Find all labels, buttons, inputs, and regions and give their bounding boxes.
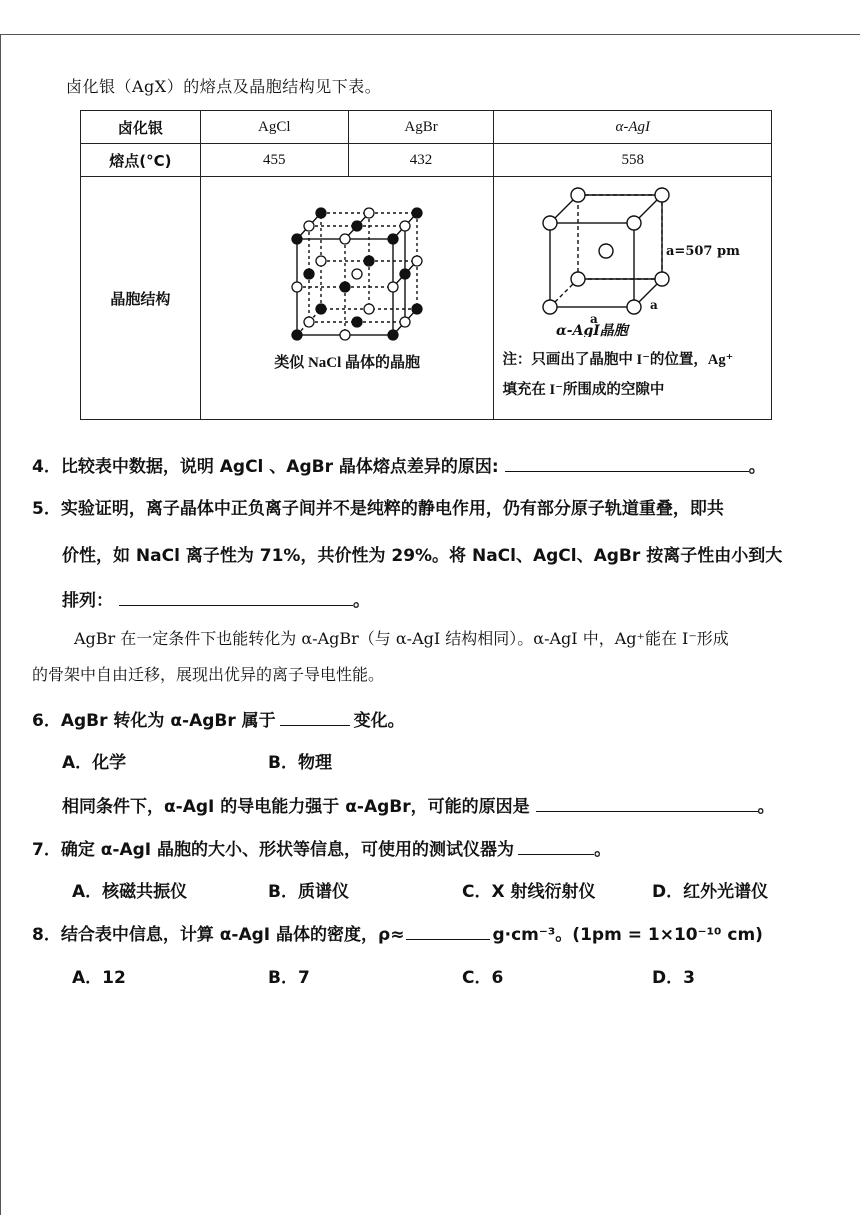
nacl-structure-cell — [200, 177, 494, 420]
row-label-melting-point: 熔点(°C) — [81, 144, 201, 177]
option-q8-d[interactable]: D．3 — [652, 968, 695, 988]
intro-text: 卤化银（AgX）的熔点及晶胞结构见下表。 — [66, 77, 382, 96]
table-row-melting-point — [81, 144, 772, 177]
question-7 — [32, 835, 611, 860]
question-5-line-2: 价性，如 NaCl 离子性为 71%，共价性为 29%。将 NaCl、AgCl、AgBr 按离子性由小到大 — [62, 546, 783, 566]
agi-cell-label: α-AgI晶胞 — [556, 323, 629, 337]
question-5-line-3 — [62, 586, 370, 611]
table-header-row — [81, 111, 772, 144]
answer-blank-q7[interactable] — [518, 836, 594, 855]
paragraph-line-2: 的骨架中自由迁移，展现出优异的离子导电性能。 — [32, 665, 385, 684]
question-5-line-1: 5．实验证明，离子晶体中正负离子间并不是纯粹的静电作用，仍有部分原子轨道重叠，即共 — [32, 499, 724, 519]
page-border-left — [0, 34, 1, 1215]
row-label-structure: 晶胞结构 — [81, 177, 201, 420]
question-6b-text: 相同条件下，α-AgI 的导电能力强于 α-AgBr，可能的原因是 — [62, 797, 530, 817]
silver-halide-table — [80, 110, 772, 420]
question-7-text: 7．确定 α-AgI 晶胞的大小、形状等信息，可使用的测试仪器为 — [32, 840, 515, 860]
question-6 — [32, 706, 405, 731]
agi-note-line-1: 注：只画出了晶胞中 I⁻的位置，Ag⁺ — [502, 352, 734, 368]
mp-agi: 558 — [494, 144, 772, 177]
answer-blank-q6[interactable] — [280, 707, 350, 726]
header-cell: AgCl — [200, 111, 348, 144]
answer-blank-q5[interactable] — [119, 587, 353, 606]
question-4 — [32, 452, 766, 477]
question-6b — [62, 792, 775, 817]
answer-blank-q4[interactable] — [505, 453, 749, 472]
nacl-cell-diagram — [201, 177, 495, 347]
mp-agcl: 455 — [200, 144, 348, 177]
agi-cell-diagram — [494, 177, 772, 337]
option-q6-a[interactable]: A．化学 — [62, 753, 127, 773]
header-cell: α-AgI — [494, 111, 772, 144]
page-border-top — [0, 34, 860, 35]
question-6-end: 变化。 — [353, 711, 405, 731]
option-q8-a[interactable]: A．12 — [72, 968, 126, 988]
agi-side-label-bottom: a — [590, 312, 599, 326]
option-q7-b[interactable]: B．质谱仪 — [268, 882, 349, 902]
option-q7-c[interactable]: C．X 射线衍射仪 — [462, 882, 596, 902]
agi-structure-cell — [494, 177, 772, 420]
agi-edge-label: a=507 pm — [666, 244, 741, 259]
question-5-label: 排列： — [62, 591, 113, 611]
header-cell: 卤化银 — [81, 111, 201, 144]
paragraph-line-1: AgBr 在一定条件下也能转化为 α-AgBr（与 α-AgI 结构相同）。α-AgI 中，Ag⁺能在 I⁻形成 — [74, 629, 729, 648]
agi-note — [502, 345, 767, 405]
agi-note-line-2: 填充在 I⁻所围成的空隙中 — [502, 382, 665, 398]
question-6b-end: 。 — [757, 797, 775, 817]
option-q7-d[interactable]: D．红外光谱仪 — [652, 882, 769, 902]
question-8 — [32, 920, 763, 945]
question-4-end: 。 — [748, 457, 766, 477]
question-6-text: 6．AgBr 转化为 α-AgBr 属于 — [32, 711, 276, 731]
option-q8-b[interactable]: B．7 — [268, 968, 310, 988]
table-row-structure — [81, 177, 772, 420]
question-7-end: 。 — [594, 840, 612, 860]
header-cell: AgBr — [348, 111, 494, 144]
answer-blank-q6b[interactable] — [536, 793, 758, 812]
option-q6-b[interactable]: B．物理 — [268, 753, 332, 773]
agi-side-label-depth: a — [650, 298, 659, 312]
question-5-end: 。 — [353, 591, 370, 611]
nacl-caption: 类似 NaCl 晶体的晶胞 — [274, 355, 421, 371]
question-8-unit: g·cm⁻³。(1pm = 1×10⁻¹⁰ cm) — [492, 925, 763, 945]
mp-agbr: 432 — [348, 144, 494, 177]
question-8-text: 8．结合表中信息，计算 α-AgI 晶体的密度，ρ≈ — [32, 925, 405, 945]
answer-blank-q8[interactable] — [406, 921, 490, 940]
option-q8-c[interactable]: C．6 — [462, 968, 504, 988]
option-q7-a[interactable]: A．核磁共振仪 — [72, 882, 188, 902]
question-4-text: 4．比较表中数据，说明 AgCl 、AgBr 晶体熔点差异的原因: — [32, 457, 499, 477]
